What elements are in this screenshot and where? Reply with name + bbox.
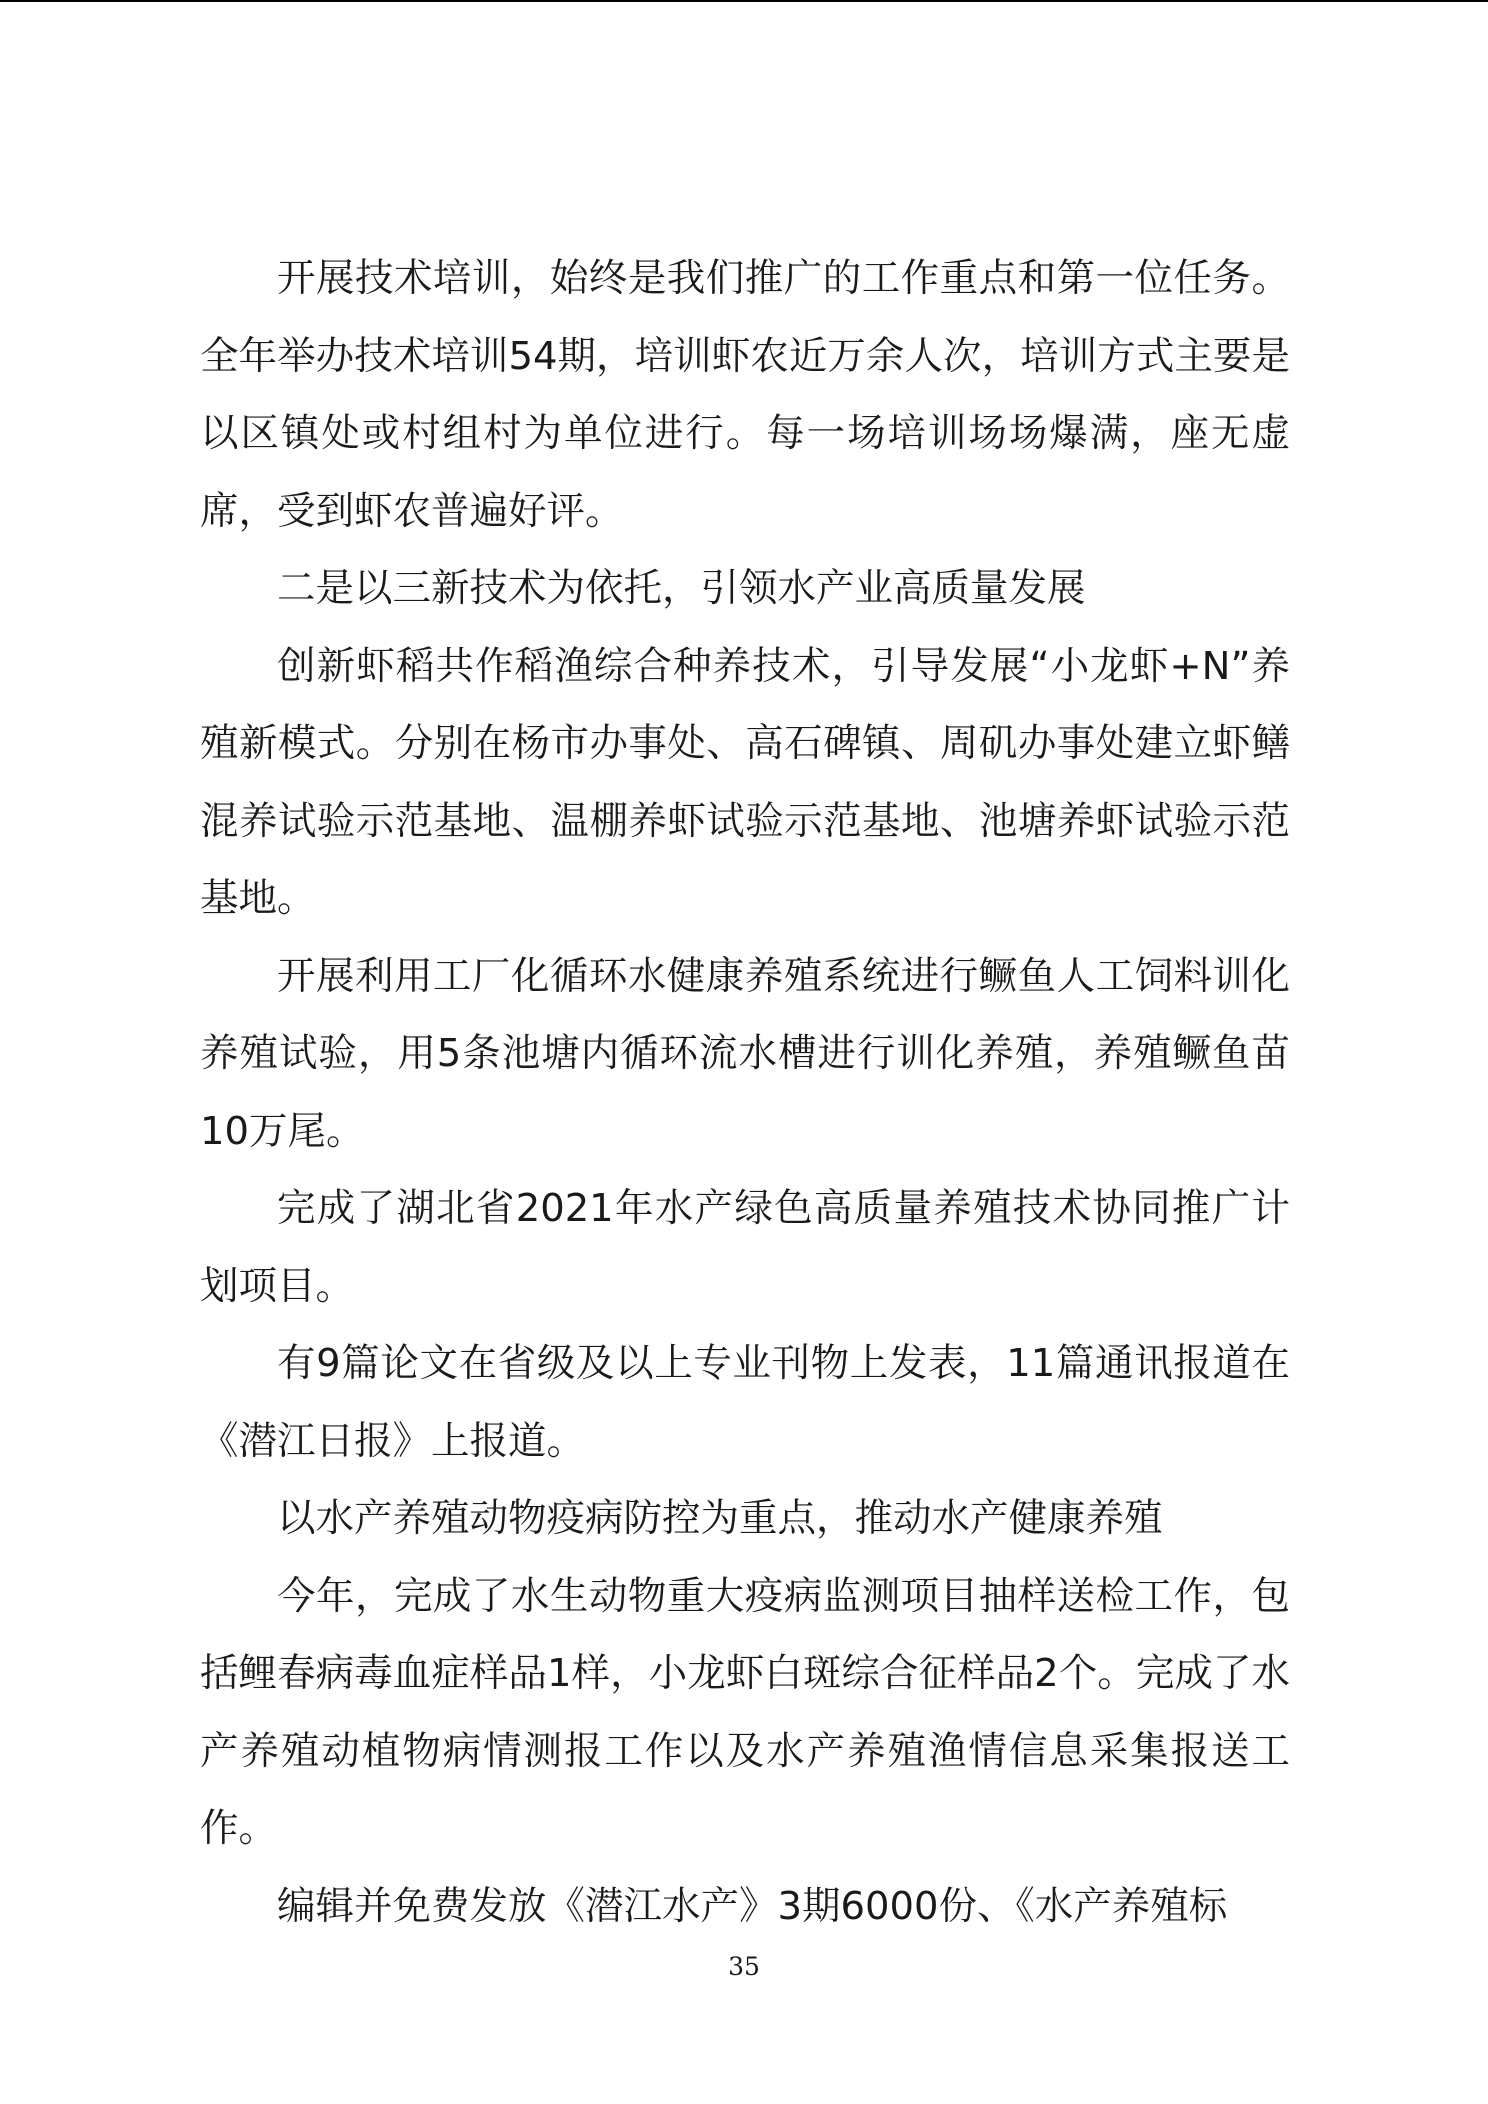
paragraph-technical-training: 开展技术培训，始终是我们推广的工作重点和第一位任务。全年举办技术培训54期，培训虾农近万余人次，培训方式主要是以区镇处或村组村为单位进行。每一场培训场场爆满，座无虚席，受到虾农普遍好评。 <box>200 256 1290 534</box>
page-number: 35 <box>728 1952 760 1981</box>
heading-disease-control: 以水产养殖动物疫病防控为重点，推动水产健康养殖 <box>277 1496 1163 1541</box>
paragraph-publications: 有9篇论文在省级及以上专业刊物上发表，11篇通讯报道在《潜江日报》上报道。 <box>200 1341 1290 1464</box>
heading-new-technology: 二是以三新技术为依托，引领水产业高质量发展 <box>277 566 1086 611</box>
top-border-line <box>0 0 1488 2</box>
paragraph-hubei-project: 完成了湖北省2021年水产绿色高质量养殖技术协同推广计划项目。 <box>200 1186 1290 1309</box>
paragraph-disease-monitoring: 今年，完成了水生动物重大疫病监测项目抽样送检工作，包括鲤春病毒血症样品1样，小龙虾白斑综合征样品2个。完成了水产养殖动植物病情测报工作以及水产养殖渔情信息采集报送工作。 <box>200 1573 1290 1851</box>
body-text <box>200 240 1290 1945</box>
paragraph-mandarin-fish-trial: 开展利用工厂化循环水健康养殖系统进行鳜鱼人工饲料训化养殖试验，用5条池塘内循环流水槽进行训化养殖，养殖鳜鱼苗10万尾。 <box>200 953 1290 1154</box>
paragraph-rice-shrimp-model: 创新虾稻共作稻渔综合种养技术，引导发展“小龙虾+N”养殖新模式。分别在杨市办事处、高石碑镇、周矶办事处建立虾鳝混养试验示范基地、温棚养虾试验示范基地、池塘养虾试验示范基地。 <box>200 643 1290 921</box>
paragraph-publications-distribution: 编辑并免费发放《潜江水产》3期6000份、《水产养殖标 <box>277 1883 1228 1929</box>
